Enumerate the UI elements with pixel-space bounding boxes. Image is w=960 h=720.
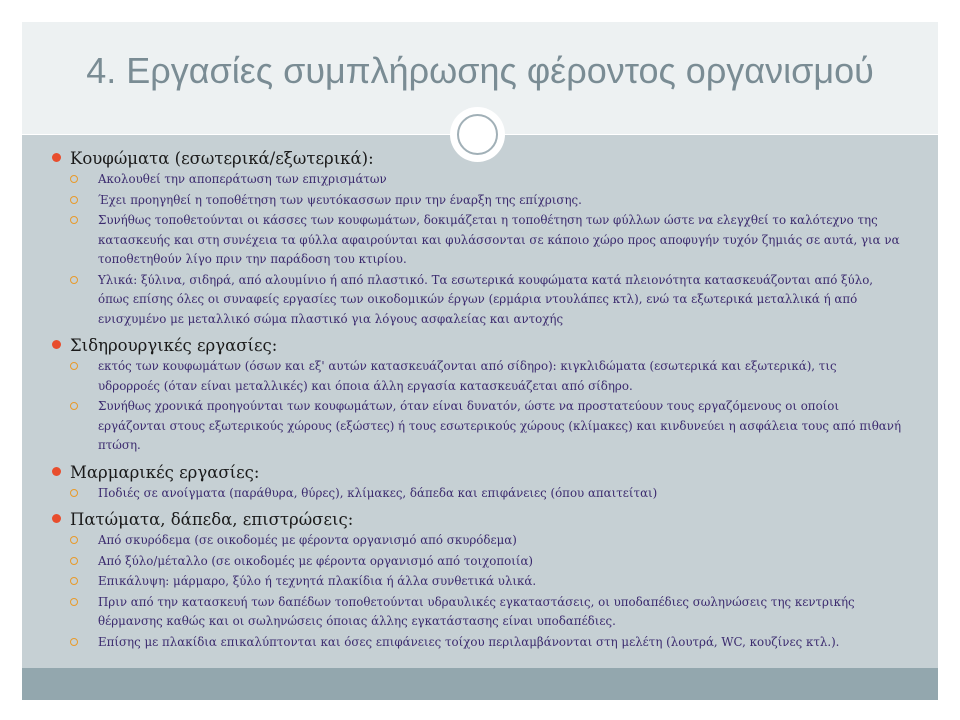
section-heading-text: Σιδηρουργικές εργασίες: [70,336,278,355]
list-item-text: Επίσης με πλακίδια επικαλύπτονται και όσες επιφάνειες τοίχου περιλαμβάνονται στη μελέτη (λουτρά, WC, κουζίνες κτλ.). [98,634,840,649]
list-item-text: Υλικά: ξύλινα, σιδηρά, από αλουμίνιο ή από πλαστικό. Τα εσωτερικά κουφώματα κατά πλειονότητα κατασκευάζονται από ξύλο, όπως επίσης όλες οι συναφείς εργασίες των οικοδομικών έργων (ερμάρια ντουλάπες κτλ), ενώ τα εξωτερικά μεταλλικά ή από ενισχυμένο με μεταλλικό σώμα πλαστικό για λόγους ασφαλείας και αντοχής [98,272,874,326]
slide-content [52,148,902,652]
slide-title: 4. Εργασίες συμπλήρωσης φέροντος οργανισμού [86,50,874,91]
ring-bullet-icon [70,196,78,204]
list-item [52,357,902,396]
list-item [52,211,902,270]
list-item-text: Συνήθως χρονικά προηγούνται των κουφωμάτων, όταν είναι δυνατόν, ώστε να προστατεύουν τους εργαζόμενους οι οποίοι εργάζονται στους εξωτερικούς χώρους (εξώστες) ή τους εσωτερικούς χώρους (κλίμακες) και κινδυνεύει η ασφάλεια τους από πιθανή πτώση. [98,399,902,452]
list-item [52,531,902,551]
filled-bullet-icon [52,340,61,349]
ring-bullet-icon [70,557,78,565]
ring-bullet-icon [70,276,78,284]
list-item [52,552,902,572]
filled-bullet-icon [52,467,61,476]
list-item [52,191,902,211]
list-item [52,572,902,592]
ring-bullet-icon [70,638,78,646]
ring-bullet-icon [70,175,78,183]
ring-bullet-icon [70,216,78,224]
list-item-text: Συνήθως τοποθετούνται οι κάσσες των κουφωμάτων, δοκιμάζεται η τοποθέτηση των φύλλων ώστε να ελεγχθεί το καλότεχνο της κατασκευής και στη συνέχεια τα φύλλα αφαιρούνται και φυλάσσονται σε κάποιο χώρο προς αποφυγήν τυχόν ζημιάς σε αυτά, για να τοποθετηθούν λίγο πριν την παράδοση του κτιρίου. [98,213,900,266]
ring-bullet-icon [70,402,78,410]
section-heading-text: Κουφώματα (εσωτερικά/εξωτερικά): [70,149,374,168]
ring-bullet-icon [70,489,78,497]
ring-bullet-icon [70,362,78,370]
list-item-text: εκτός των κουφωμάτων (όσων και εξ' αυτών κατασκευάζονται από σίδηρο): κιγκλιδώματα (εσωτερικά και εξωτερικά), τις υδρορροές (όταν είναι μεταλλικές) και όποια άλλη εργασία κατασκευάζεται από σίδηρο. [98,359,837,393]
footer-band [22,668,938,700]
list-item-text: Έχει προηγηθεί η τοποθέτηση των ψευτόκασσων πριν την έναρξη της επίχρισης. [98,192,582,207]
list-item [52,271,902,330]
filled-bullet-icon [52,514,61,523]
list-item-text: Από σκυρόδεμα (σε οικοδομές με φέροντα οργανισμό από σκυρόδεμα) [98,533,517,547]
list-item [52,484,902,504]
section-heading-text: Μαρμαρικές εργασίες: [70,462,260,482]
ring-bullet-icon [70,598,78,606]
ring-bullet-icon [70,577,78,585]
section-heading [52,148,902,169]
filled-bullet-icon [52,153,61,162]
list-item-text: Ακολουθεί την αποπεράτωση των επιχρισμάτων [98,172,387,186]
section-heading [52,335,902,356]
section-heading [52,509,902,530]
list-item-text: Επικάλυψη: μάρμαρο, ξύλο ή τεχνητά πλακίδια ή άλλα συνθετικά υλικά. [98,574,537,588]
list-item-text: Πριν από την κατασκευή των δαπέδων τοποθετούνται υδραυλικές εγκαταστάσεις, οι υποδαπέδιες σωληνώσεις της κεντρικής θέρμανσης καθώς και οι σωληνώσεις όποιας άλλης εγκατάστασης είναι υποδαπέδιες. [98,594,855,628]
list-item [52,170,902,190]
list-item-text: Ποδιές σε ανοίγματα (παράθυρα, θύρες), κλίμακες, δάπεδα και επιφάνειες (όπου απαιτείται) [98,485,658,500]
section-heading [52,462,902,483]
list-item [52,633,902,653]
list-item-text: Από ξύλο/μέταλλο (σε οικοδομές με φέροντα οργανισμό από τοιχοποιία) [98,553,534,568]
list-item [52,593,902,632]
list-item [52,397,902,456]
ring-bullet-icon [70,536,78,544]
section-heading-text: Πατώματα, δάπεδα, επιστρώσεις: [70,510,354,529]
